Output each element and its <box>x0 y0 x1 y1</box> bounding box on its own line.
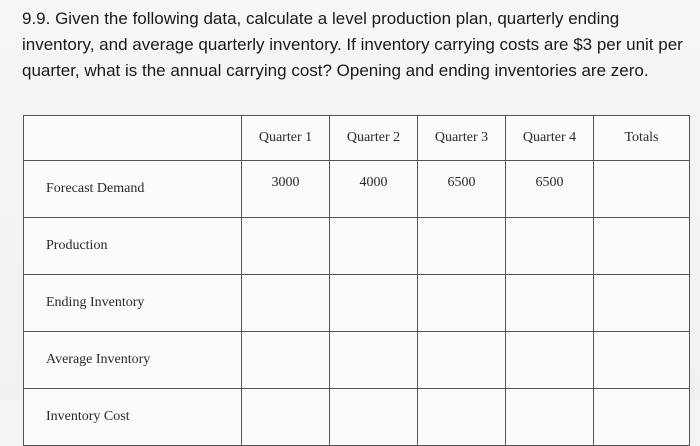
table-row-average-inventory <box>24 332 690 389</box>
table-cell: 3000 <box>242 161 330 218</box>
row-label: Average Inventory <box>24 332 242 389</box>
table-cell: 4000 <box>330 161 418 218</box>
header-quarter-2: Quarter 2 <box>330 116 418 161</box>
header-quarter-1: Quarter 1 <box>242 116 330 161</box>
table-header-row <box>24 116 690 161</box>
table-cell <box>594 218 690 275</box>
production-plan-table-container <box>23 115 689 424</box>
table-cell <box>594 161 690 218</box>
table-cell <box>330 218 418 275</box>
table-cell <box>506 275 594 332</box>
table-cell <box>418 275 506 332</box>
table-row-production <box>24 218 690 275</box>
table-cell <box>506 332 594 389</box>
header-quarter-4: Quarter 4 <box>506 116 594 161</box>
table-cell <box>242 218 330 275</box>
table-cell <box>418 332 506 389</box>
table-row-ending-inventory <box>24 275 690 332</box>
row-label: Ending Inventory <box>24 275 242 332</box>
table-cell <box>506 389 594 446</box>
header-quarter-3: Quarter 3 <box>418 116 506 161</box>
table-row-inventory-cost <box>24 389 690 446</box>
table-cell <box>594 389 690 446</box>
header-totals: Totals <box>594 116 690 161</box>
table-cell <box>242 275 330 332</box>
table-cell <box>330 389 418 446</box>
table-cell <box>594 332 690 389</box>
table-cell: 6500 <box>506 161 594 218</box>
table-cell: 6500 <box>418 161 506 218</box>
table-cell <box>506 218 594 275</box>
table-row-forecast-demand <box>24 161 690 218</box>
row-label: Forecast Demand <box>24 161 242 218</box>
question-text: 9.9. Given the following data, calculate a level production plan, quarterly ending inventory, and average quarterly inventory. If inventory carrying costs are $3 per unit per quarter, what is the annual carrying cost? Opening and ending inventories are zero. <box>22 9 683 80</box>
table-cell <box>242 389 330 446</box>
row-label: Inventory Cost <box>24 389 242 446</box>
table-cell <box>330 332 418 389</box>
table-cell <box>330 275 418 332</box>
row-label: Production <box>24 218 242 275</box>
table-cell <box>418 218 506 275</box>
header-cell-empty <box>24 116 242 161</box>
table-cell <box>242 332 330 389</box>
production-plan-table <box>23 115 690 446</box>
table-cell <box>594 275 690 332</box>
table-cell <box>418 389 506 446</box>
